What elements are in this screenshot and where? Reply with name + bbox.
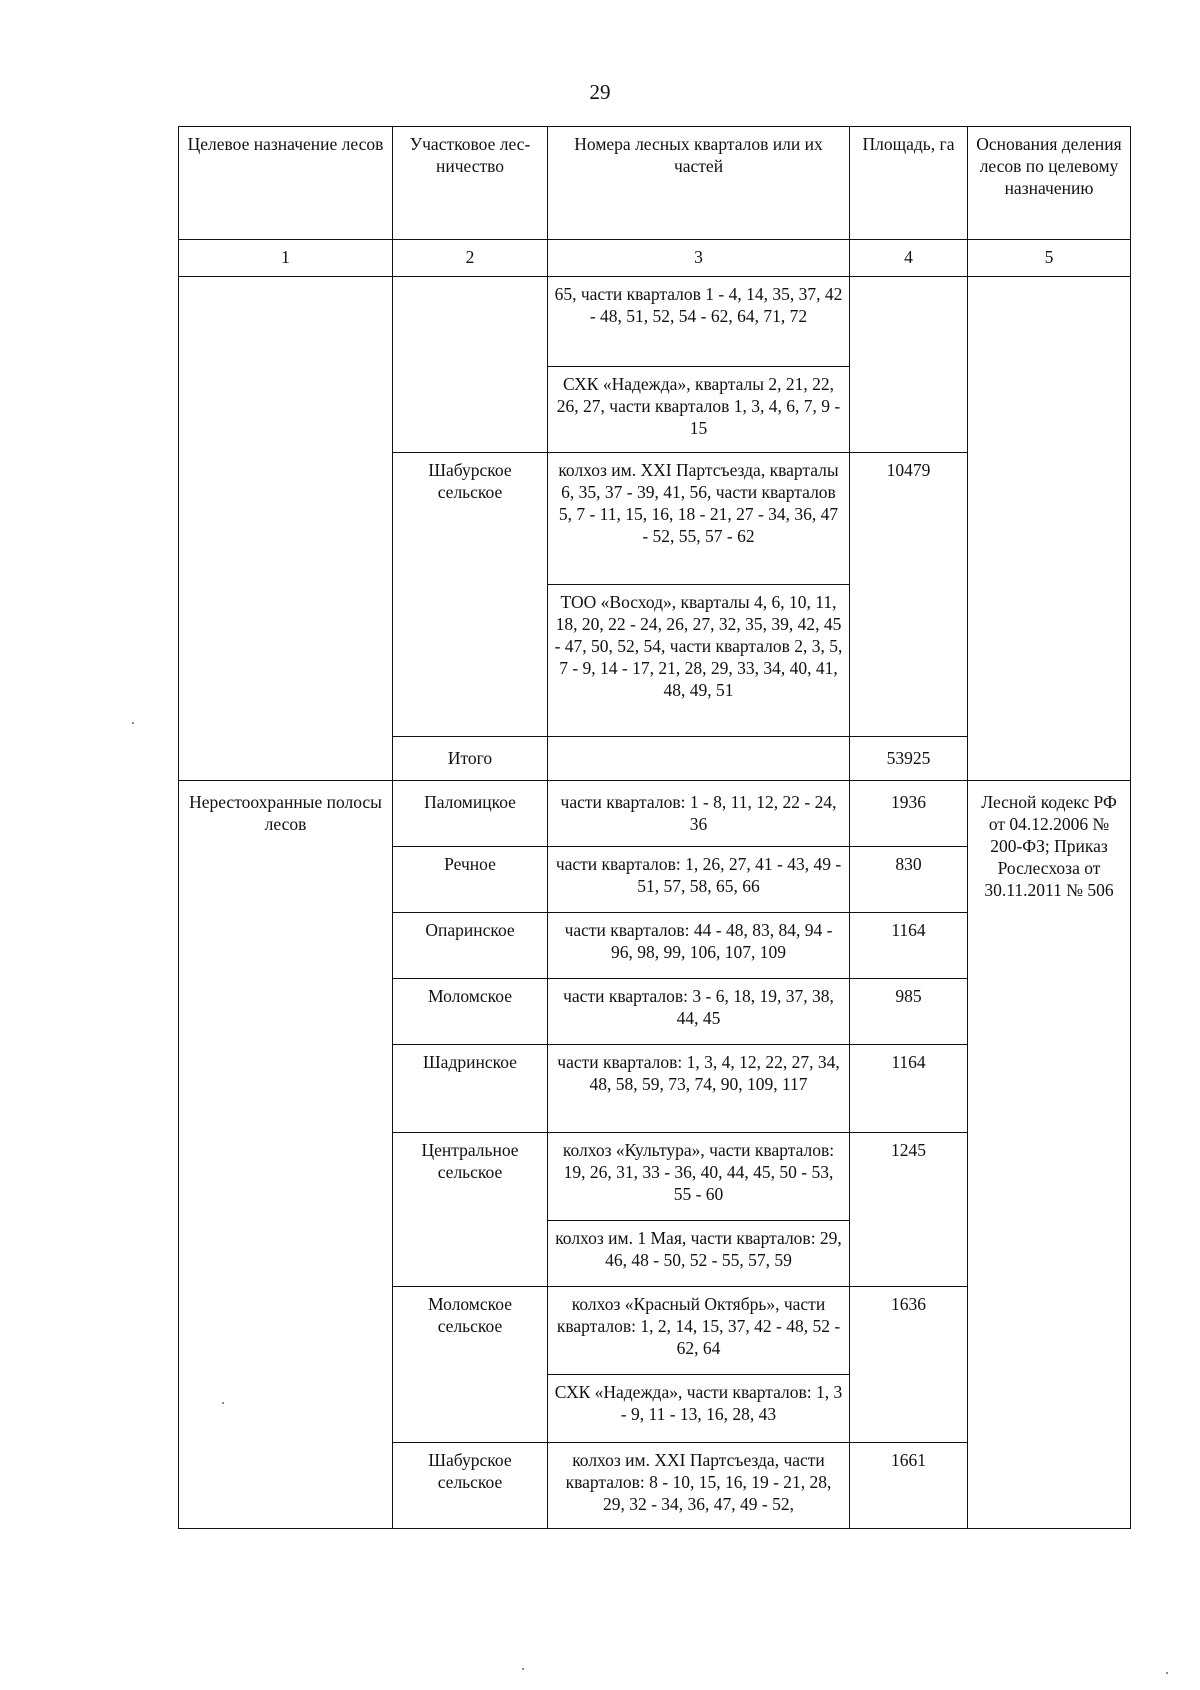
quarters-cell: ТОО «Восход», кварталы 4, 6, 10, 11, 18, 20, 22 - 24, 26, 27, 32, 35, 39, 42, 45 - 47, 50, 52, 54, части кварталов 2, 3, 5, 7 - 9, 14 - 17, 21, 28, 29, 33, 34, 40, 41, 48, 49, 51 bbox=[548, 585, 850, 737]
column-number: 1 bbox=[179, 240, 393, 277]
area-cell: 1164 bbox=[850, 1045, 968, 1133]
table-row bbox=[179, 781, 1131, 847]
header-area: Площадь, га bbox=[850, 127, 968, 240]
purpose-cell: Нерестоохранные полосы лесов bbox=[179, 781, 393, 1529]
area-cell: 1936 bbox=[850, 781, 968, 847]
quarters-cell: СХК «Надежда», кварталы 2, 21, 22, 26, 27, части кварталов 1, 3, 4, 6, 7, 9 - 15 bbox=[548, 367, 850, 453]
forestry-cell: Моломское сельское bbox=[393, 1287, 548, 1443]
quarters-cell: части кварталов: 1, 3, 4, 12, 22, 27, 34, 48, 58, 59, 73, 74, 90, 109, 117 bbox=[548, 1045, 850, 1133]
column-number: 4 bbox=[850, 240, 968, 277]
column-number: 2 bbox=[393, 240, 548, 277]
quarters-cell: колхоз «Культура», части кварталов: 19, 26, 31, 33 - 36, 40, 44, 45, 50 - 53, 55 - 60 bbox=[548, 1133, 850, 1221]
forestry-cell: Моломское bbox=[393, 979, 548, 1045]
scan-speck bbox=[132, 722, 134, 724]
total-area: 53925 bbox=[850, 737, 968, 781]
area-cell: 1661 bbox=[850, 1443, 968, 1529]
forestry-cell: Паломицкое bbox=[393, 781, 548, 847]
forestry-cell-empty bbox=[393, 277, 548, 453]
header-row bbox=[179, 127, 1131, 240]
header-purpose: Целевое назначение лесов bbox=[179, 127, 393, 240]
page-number: 29 bbox=[589, 80, 611, 104]
quarters-cell: части кварталов: 3 - 6, 18, 19, 37, 38, 44, 45 bbox=[548, 979, 850, 1045]
quarters-cell: 65, части кварталов 1 - 4, 14, 35, 37, 42 - 48, 51, 52, 54 - 62, 64, 71, 72 bbox=[548, 277, 850, 367]
forestry-cell: Шадринское bbox=[393, 1045, 548, 1133]
basis-cell: Лесной кодекс РФ от 04.12.2006 № 200-ФЗ; Приказ Рослесхоза от 30.11.2011 № 506 bbox=[968, 781, 1131, 1529]
quarters-cell: колхоз им. XXI Партсъезда, части кварталов: 8 - 10, 15, 16, 19 - 21, 28, 29, 32 - 34, 36, 47, 49 - 52, bbox=[548, 1443, 850, 1529]
forestry-cell: Шабурское сельское bbox=[393, 453, 548, 737]
column-number-row bbox=[179, 240, 1131, 277]
purpose-cell-empty bbox=[179, 277, 393, 781]
forestry-cell: Опаринское bbox=[393, 913, 548, 979]
forest-purpose-table bbox=[178, 126, 1131, 1529]
header-quarters: Номера лесных кварталов или их частей bbox=[548, 127, 850, 240]
quarters-cell: части кварталов: 44 - 48, 83, 84, 94 - 96, 98, 99, 106, 107, 109 bbox=[548, 913, 850, 979]
area-cell: 985 bbox=[850, 979, 968, 1045]
area-cell-empty bbox=[850, 277, 968, 453]
quarters-cell: колхоз «Красный Октябрь», части кварталов: 1, 2, 14, 15, 37, 42 - 48, 52 - 62, 64 bbox=[548, 1287, 850, 1375]
area-cell: 1245 bbox=[850, 1133, 968, 1287]
area-cell: 830 bbox=[850, 847, 968, 913]
forestry-cell: Речное bbox=[393, 847, 548, 913]
scan-speck bbox=[222, 1402, 224, 1404]
total-quarters-empty bbox=[548, 737, 850, 781]
forestry-cell: Центральное сельское bbox=[393, 1133, 548, 1287]
area-cell: 1636 bbox=[850, 1287, 968, 1443]
basis-cell-empty bbox=[968, 277, 1131, 781]
quarters-cell: СХК «Надежда», части кварталов: 1, 3 - 9, 11 - 13, 16, 28, 43 bbox=[548, 1375, 850, 1443]
area-cell: 10479 bbox=[850, 453, 968, 737]
header-forestry: Участковое лесничество bbox=[393, 127, 548, 240]
header-basis: Основания деления лесов по целевому назначению bbox=[968, 127, 1131, 240]
quarters-cell: части кварталов: 1 - 8, 11, 12, 22 - 24, 36 bbox=[548, 781, 850, 847]
quarters-cell: колхоз им. XXI Партсъезда, кварталы 6, 35, 37 - 39, 41, 56, части кварталов 5, 7 - 11, 15, 16, 18 - 21, 27 - 34, 36, 47 - 52, 55, 57 - 62 bbox=[548, 453, 850, 585]
column-number: 3 bbox=[548, 240, 850, 277]
quarters-cell: части кварталов: 1, 26, 27, 41 - 43, 49 - 51, 57, 58, 65, 66 bbox=[548, 847, 850, 913]
quarters-cell: колхоз им. 1 Мая, части кварталов: 29, 46, 48 - 50, 52 - 55, 57, 59 bbox=[548, 1221, 850, 1287]
column-number: 5 bbox=[968, 240, 1131, 277]
forestry-cell: Шабурское сельское bbox=[393, 1443, 548, 1529]
scan-speck bbox=[1166, 1672, 1168, 1674]
total-label: Итого bbox=[393, 737, 548, 781]
table-row bbox=[179, 277, 1131, 367]
area-cell: 1164 bbox=[850, 913, 968, 979]
scan-speck bbox=[522, 1668, 524, 1670]
